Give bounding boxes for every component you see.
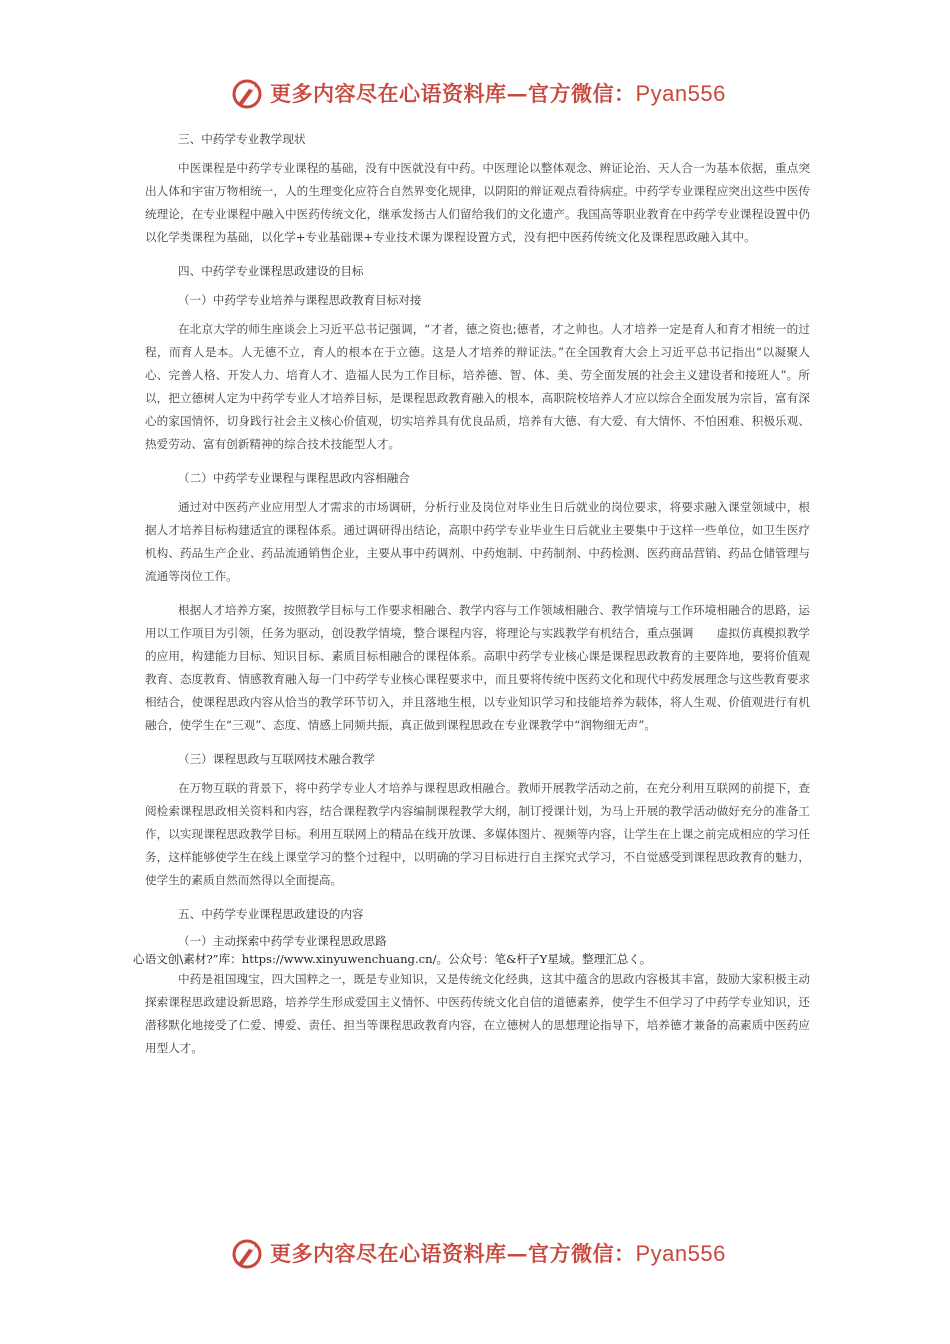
header-banner: [228, 73, 726, 113]
logo-icon: [228, 1234, 266, 1272]
watermark-text: 心语文创\素材?”库：https://www.xinyuwenchuang.cn/。公众号：笔&杆子Y星域。整理汇总く。: [133, 952, 652, 966]
section-5-1-paragraph: 中药是祖国瑰宝，四大国粹之一，既是专业知识，又是传统文化经典，这其中蕴含的思政内容极其丰富，鼓励大家积极主动探索课程思政建设新思路，培养学生形成爱国主义情怀、中医药传统文化自信的道德素养，使学生不但学习了中药学专业知识，还潜移默化地接受了仁爱、博爱、责任、担当等课程思政教育内容，在立德树人的思想理论指导下，培养德才兼备的高素质中医药应用型人才。: [145, 972, 810, 1055]
section-3-paragraph: 中医课程是中药学专业课程的基础，没有中医就没有中药。中医理论以整体观念、辨证论治、天人合一为基本依据，重点突出人体和宇宙万物相统一，人的生理变化应符合自然界变化规律，以阴阳的辩证观点看待病症。中药学专业课程应突出这些中医传统理论，在专业课程中融入中医药传统文化，继承发扬古人们留给我们的文化遗产。我国高等职业教育在中药学专业课程设置中仍以化学类课程为基础，以化学+专业基础课+专业技术课为课程设置方式，没有把中医药传统文化及课程思政融入其中。: [145, 161, 810, 244]
document-body: [133, 128, 810, 1060]
banner-wechat-id: Pyan556: [635, 1241, 726, 1266]
banner-wechat-id: Pyan556: [635, 81, 726, 106]
section-3-title: 三、中药学专业教学现状: [178, 132, 306, 146]
section-4-3-title: （三）课程思政与互联网技术融合教学: [178, 752, 376, 766]
section-4-2-paragraph-2: 根据人才培养方案，按照教学目标与工作要求相融合、教学内容与工作领域相融合、教学情境与工作环境相融合的思路，运用以工作项目为引领，任务为驱动，创设教学情境，整合课程内容，将理论与实践教学有机结合，重点强调 虚拟仿真模拟教学的应用，构建能力目标、知识目标、素质目标相融合的课程体系。高职中药学专业核心课是课程思政教育的主要阵地，要将价值观教育、态度教育、情感教育融入每一门中药学专业核心课程要求中，而且要将传统中医药文化和现代中药发展理念与这些教育要求相结合，使课程思政内容从恰当的教学环节切入，并且落地生根，以专业知识学习和技能培养为载体，将人生观、价值观进行有机融合，使学生在“三观”、态度、情感上同频共振，真正做到课程思政在专业课教学中“润物细无声”。: [145, 603, 810, 732]
section-4-title: 四、中药学专业课程思政建设的目标: [178, 264, 364, 278]
section-4-2-paragraph-1: 通过对中医药产业应用型人才需求的市场调研，分析行业及岗位对毕业生日后就业的岗位要求，将要求融入课堂领域中，根据人才培养目标构建适宜的课程体系。通过调研得出结论，高职中药学专业毕业生日后就业主要集中于这样一些单位，如卫生医疗机构、药品生产企业、药品流通销售企业，主要从事中药调剂、中药炮制、中药制剂、中药检测、医药商品营销、药品仓储管理与流通等岗位工作。: [145, 500, 810, 583]
section-5-1-title: （一）主动探索中药学专业课程思政思路: [178, 934, 387, 948]
section-4-3-paragraph: 在万物互联的背景下，将中药学专业人才培养与课程思政相融合。教师开展教学活动之前，在充分利用互联网的前提下，查阅检索课程思政相关资料和内容，结合课程教学内容编制课程教学大纲，制订授课计划，为马上开展的教学活动做好充分的准备工作，以实现课程思政教学目标。利用互联网上的精品在线开放课、多媒体图片、视频等内容，让学生在上课之前完成相应的学习任务，这样能够使学生在线上课堂学习的整个过程中，以明确的学习目标进行自主探究式学习，不自觉感受到课程思政教育的魅力，使学生的素质自然而然得以全面提高。: [145, 781, 810, 887]
banner-text: 更多内容尽在心语资料库—官方微信：Pyan556: [270, 81, 726, 106]
section-4-2-title: （二）中药学专业课程与课程思政内容相融合: [178, 471, 410, 485]
banner-text: 更多内容尽在心语资料库—官方微信：Pyan556: [270, 1241, 726, 1266]
logo-icon: [228, 74, 266, 112]
section-4-1-title: （一）中药学专业培养与课程思政教育目标对接: [178, 293, 422, 307]
footer-banner: [228, 1233, 726, 1273]
section-5-title: 五、中药学专业课程思政建设的内容: [178, 907, 364, 921]
section-4-1-paragraph: 在北京大学的师生座谈会上习近平总书记强调，“才者，德之资也;德者，才之帅也。人才培养一定是育人和育才相统一的过程，而育人是本。人无德不立，育人的根本在于立德。这是人才培养的辩证法。”在全国教育大会上习近平总书记指出“以凝聚人心、完善人格、开发人力、培育人才、造福人民为工作目标，培养德、智、体、美、劳全面发展的社会主义建设者和接班人”。所以，把立德树人定为中药学专业人才培养目标，是课程思政教育融入的根本，高职院校培养人才应以综合全面发展为宗旨，富有深心的家国情怀，切身践行社会主义核心价值观，切实培养具有优良品质，培养有大德、有大爱、有大情怀、不怕困难、积极乐观、热爱劳动、富有创新精神的综合技术技能型人才。: [145, 322, 810, 451]
